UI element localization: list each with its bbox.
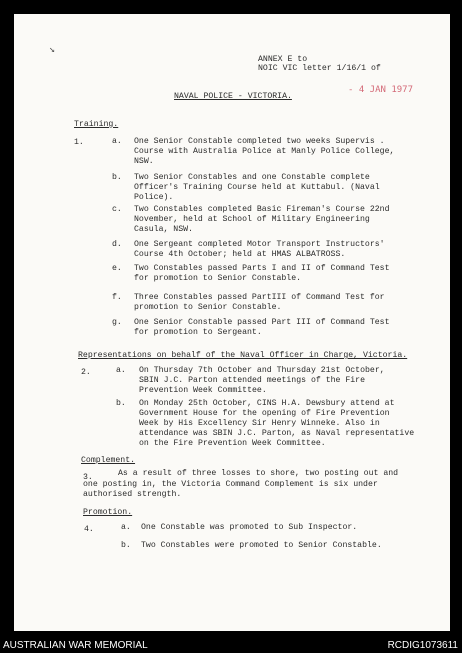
item-letter: g. <box>112 318 122 327</box>
footer-record-id: RCDIG1073611 <box>387 640 458 651</box>
item-text-line: Course with Australia Police at Manly Police College, <box>134 147 395 156</box>
promotion-heading: Promotion. <box>83 508 133 517</box>
representations-para-number: 2. <box>81 368 91 377</box>
item-letter: f. <box>112 293 122 302</box>
item-letter: b. <box>121 541 131 550</box>
item-text-line: attendance was SBIN J.C. Parton, as Naval representative <box>139 429 415 438</box>
complement-line-2: one posting in, the Victoria Command Complement is six under <box>83 480 378 489</box>
annex-line-1: ANNEX E to <box>258 55 308 64</box>
item-letter: d. <box>112 240 122 249</box>
item-text-line: for promotion to Senior Constable. <box>134 274 302 283</box>
annex-line-2: NOIC VIC letter 1/16/1 of <box>258 64 381 73</box>
item-text-line: Government House for the opening of Fire Prevention <box>139 409 390 418</box>
item-letter: a. <box>121 523 131 532</box>
item-text-line: Two Constables were promoted to Senior Constable. <box>141 541 382 550</box>
item-text-line: Prevention Week Committee. <box>139 386 267 395</box>
item-text-line: Police). <box>134 193 174 202</box>
item-text-line: One Senior Constable completed two weeks Supervis . <box>134 137 385 146</box>
promotion-para-number: 4. <box>84 525 94 534</box>
item-text-line: November, held at School of Military Engineering <box>134 215 370 224</box>
item-letter: a. <box>112 137 122 146</box>
item-text-line: On Thursday 7th October and Thursday 21st October, <box>139 366 385 375</box>
item-text-line: Week by His Excellency Sir Henry Winneke. Also in <box>139 419 380 428</box>
item-letter: b. <box>112 173 122 182</box>
item-text-line: NSW. <box>134 157 154 166</box>
date-stamp: - 4 JAN 1977 <box>348 85 414 95</box>
item-text-line: Two Senior Constables and one Constable complete <box>134 173 370 182</box>
item-letter: a. <box>116 366 126 375</box>
item-text-line: Officer's Training Course held at Kuttabul. (Naval <box>134 183 380 192</box>
item-text-line: SBIN J.C. Parton attended meetings of the Fire <box>139 376 366 385</box>
item-text-line: One Sergeant completed Motor Transport Instructors' <box>134 240 385 249</box>
item-text-line: Course 4th October; held at HMAS ALBATROSS. <box>134 250 346 259</box>
document-title: NAVAL POLICE - VICTORIA. <box>174 92 292 101</box>
item-letter: b. <box>116 399 126 408</box>
complement-heading: Complement. <box>81 456 136 465</box>
item-text-line: Casula, NSW. <box>134 225 193 234</box>
training-para-number: 1. <box>74 138 84 147</box>
item-text-line: One Senior Constable passed Part III of Command Test <box>134 318 390 327</box>
item-text-line: On Monday 25th October, CINS H.A. Dewsbury attend at <box>139 399 395 408</box>
item-text-line: Two Constables passed Parts I and II of Command Test <box>134 264 390 273</box>
item-text-line: on the Fire Prevention Week Committee. <box>139 439 326 448</box>
complement-line-1: As a result of three losses to shore, two posting out and <box>118 469 399 478</box>
complement-para-number: 3. <box>83 473 93 482</box>
footer-source-label: AUSTRALIAN WAR MEMORIAL <box>3 640 148 651</box>
item-text-line: promotion to Senior Constable. <box>134 303 282 312</box>
item-text-line: One Constable was promoted to Sub Inspector. <box>141 523 358 532</box>
item-letter: c. <box>112 205 122 214</box>
margin-tick-mark: ↘ <box>49 45 56 56</box>
item-letter: e. <box>112 264 122 273</box>
item-text-line: for promotion to Sergeant. <box>134 328 262 337</box>
item-text-line: Three Constables passed PartIII of Command Test for <box>134 293 385 302</box>
training-heading: Training. <box>74 120 119 129</box>
representations-heading: Representations on behalf of the Naval Officer in Charge, Victoria. <box>78 351 408 360</box>
complement-line-3: authorised strength. <box>83 490 182 499</box>
item-text-line: Two Constables completed Basic Fireman's Course 22nd <box>134 205 390 214</box>
